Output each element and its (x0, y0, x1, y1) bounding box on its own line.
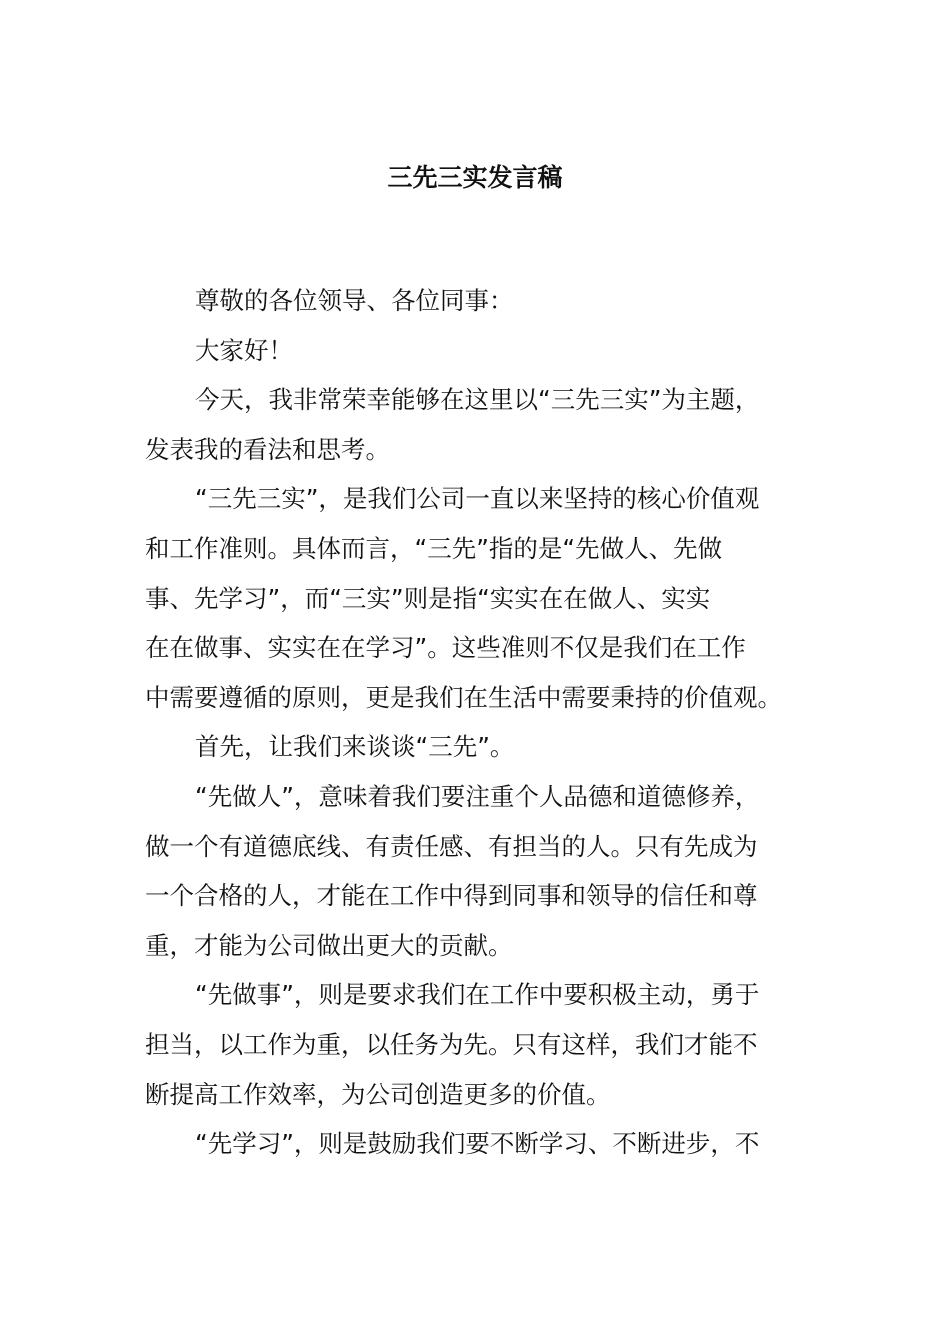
document-title: 三先三实发言稿 (387, 163, 563, 192)
text-line: “先学习”，则是鼓励我们要不断学习、不断进步，不 (195, 1129, 760, 1159)
text-line: 今天，我非常荣幸能够在这里以“三先三实”为主题， (195, 385, 760, 415)
text-line: 发表我的看法和思考。 (145, 434, 390, 464)
text-line: 尊敬的各位领导、各位同事： (195, 286, 514, 315)
text-line: “先做事”，则是要求我们在工作中要积极主动，勇于 (195, 980, 760, 1010)
text-line: 在在做事、实实在在学习”。这些准则不仅是我们在工作 (145, 633, 746, 663)
text-line: 首先，让我们来谈谈“三先”。 (195, 732, 515, 762)
text-line: 一个合格的人，才能在工作中得到同事和领导的信任和尊 (145, 881, 758, 911)
text-line: 断提高工作效率，为公司创造更多的价值。 (145, 1079, 611, 1109)
text-line: 担当，以工作为重，以任务为先。只有这样，我们才能不 (145, 1029, 758, 1059)
text-line: 做一个有道德底线、有责任感、有担当的人。只有先成为 (145, 831, 758, 861)
document-body (145, 276, 830, 1169)
text-line: “先做人”，意味着我们要注重个人品德和道德修养， (195, 781, 760, 811)
text-line: 重，才能为公司做出更大的贡献。 (145, 930, 513, 960)
text-line: 事、先学习”，而“三实”则是指“实实在在做人、实实 (145, 583, 711, 613)
text-line: 和工作准则。具体而言，“三先”指的是“先做人、先做 (145, 533, 723, 563)
text-line: 中需要遵循的原则，更是我们在生活中需要秉持的价值观。 (145, 682, 782, 712)
text-line: 大家好！ (195, 335, 293, 365)
text-line: “三先三实”，是我们公司一直以来坚持的核心价值观 (195, 484, 760, 514)
